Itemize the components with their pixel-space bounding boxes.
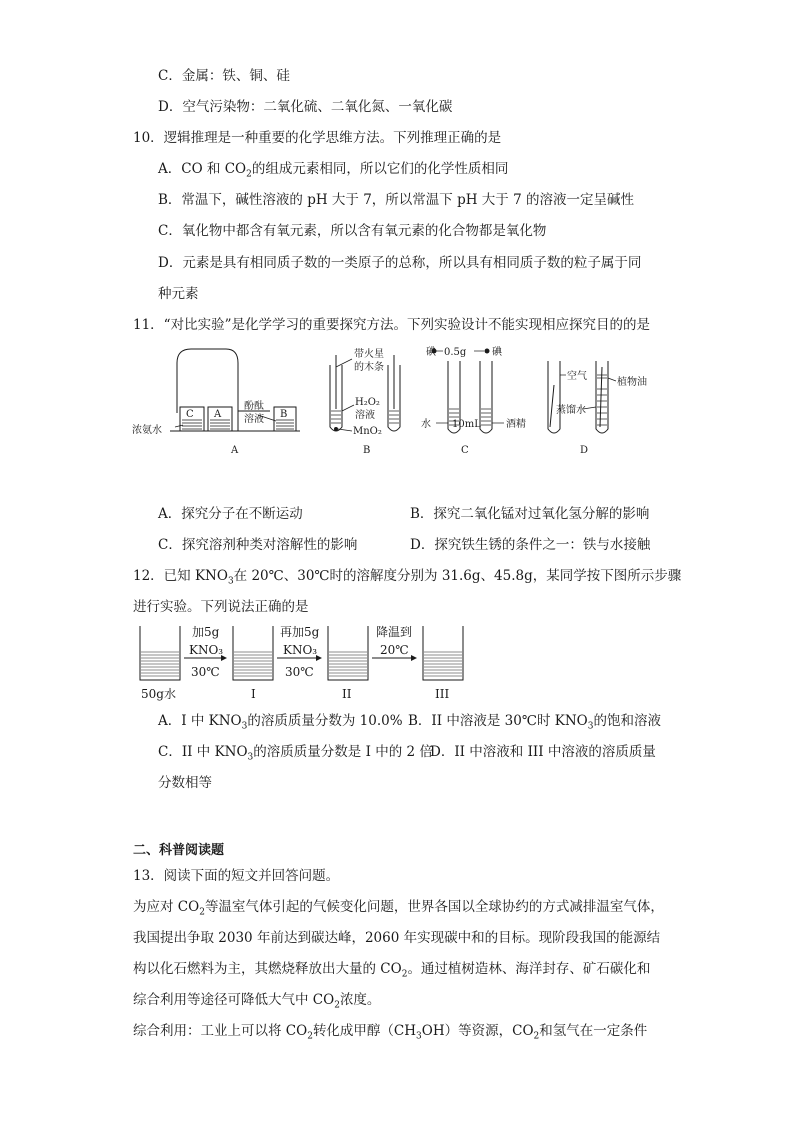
q13-stem: 13．阅读下面的短文并回答问题。 bbox=[133, 868, 340, 884]
q10-option-c: C．氧化物中都含有氧元素，所以含有氧元素的化合物都是氧化物 bbox=[158, 223, 547, 239]
fig-a-beaker-c: C bbox=[186, 409, 194, 420]
fig-c-volume-label: 10mL bbox=[452, 419, 481, 430]
fig-c-alcohol-label: 酒精 bbox=[506, 419, 526, 430]
fig-d-oil-label: 植物油 bbox=[617, 377, 647, 388]
q12-step2-line3: 30℃ bbox=[285, 665, 314, 679]
fig-a-label: A bbox=[231, 445, 239, 456]
fig-a-beaker-b: B bbox=[280, 409, 288, 420]
q9-option-c: C．金属：铁、铜、硅 bbox=[158, 68, 290, 84]
q12-step3-line1: 降温到 bbox=[376, 625, 413, 639]
fig-c-iodine-right: 碘 bbox=[492, 347, 502, 358]
fig-a-phenol-label-2: 溶液 bbox=[244, 414, 264, 425]
q11-option-a: A．探究分子在不断运动 bbox=[158, 506, 303, 522]
q10-option-d-line2: 种元素 bbox=[158, 286, 199, 302]
q12-step2-line2: KNO₃ bbox=[283, 643, 318, 657]
q13-paragraph1-line4: 综合利用等途径可降低大气中 $CO_2$浓度。 bbox=[133, 992, 381, 1011]
q12-option-a: A．I 中 $KNO_3$的溶质质量分数为 10.0% bbox=[158, 713, 403, 732]
q11-option-c: C．探究溶剂种类对溶解性的影响 bbox=[158, 537, 358, 553]
q11-stem: 11．“对比实验”是化学学习的重要探究方法。下列实验设计不能实现相应探究目的的是 bbox=[133, 317, 650, 333]
fig-d-distilled-label: 蒸馏水 bbox=[556, 405, 586, 416]
fig-b-label: B bbox=[363, 445, 371, 456]
fig-c-label: C bbox=[461, 445, 469, 456]
section-title: 二、科普阅读题 bbox=[133, 843, 225, 858]
q12-stem-line2: 进行实验。下列说法正确的是 bbox=[133, 599, 309, 615]
fig-b-splint-label-1: 带火星 bbox=[354, 349, 384, 360]
fig-c-iodine-left: 碘 bbox=[426, 347, 436, 358]
q11-option-b: B．探究二氧化锰对过氧化氢分解的影响 bbox=[410, 506, 650, 522]
fig-d-label: D bbox=[580, 445, 589, 456]
q12-option-c: C．II 中 $KNO_3$的溶质质量分数是 I 中的 2 倍 bbox=[158, 744, 433, 763]
q11-experiments-figure bbox=[130, 345, 670, 460]
fig-a-ammonia-label: 浓氨水 bbox=[132, 425, 162, 436]
fig-b-mno2-label: MnO₂ bbox=[353, 426, 382, 437]
q12-option-d-line2: 分数相等 bbox=[158, 775, 212, 791]
q12-step1-line2: KNO₃ bbox=[189, 643, 224, 657]
q12-water-label: 50g水 bbox=[141, 687, 176, 701]
fig-c-water-label: 水 bbox=[421, 419, 431, 430]
q12-beaker-label-3: III bbox=[435, 687, 450, 701]
fig-b-splint-label-2: 的木条 bbox=[354, 362, 384, 373]
q12-step1-line1: 加5g bbox=[192, 625, 220, 639]
q13-paragraph2-line1: 综合利用：工业上可以将 $CO_2$转化成甲醇$(CH_3OH)$等资源，$CO_2$和氢气在一定条件 bbox=[133, 1023, 648, 1042]
q12-procedure-diagram bbox=[130, 620, 490, 705]
q12-beaker-label-2: II bbox=[342, 687, 352, 701]
fig-b-h2o2-label: H₂O₂ bbox=[355, 397, 380, 408]
q10-option-a: A．CO 和 $CO_2$的组成元素相同，所以它们的化学性质相同 bbox=[158, 161, 509, 180]
q10-option-b: B．常温下，碱性溶液的 pH 大于 7，所以常温下 pH 大于 7 的溶液一定呈碱性 bbox=[158, 192, 634, 208]
fig-d-air-label: 空气 bbox=[567, 371, 587, 382]
q10-stem: 10．逻辑推理是一种重要的化学思维方法。下列推理正确的是 bbox=[133, 130, 502, 146]
q12-step3-line2: 20℃ bbox=[380, 643, 409, 657]
q13-paragraph1-line1: 为应对 $CO_2$等温室气体引起的气候变化问题，世界各国以全球协约的方式减排温室气体， bbox=[133, 899, 664, 918]
q12-beaker-label-1: I bbox=[251, 687, 256, 701]
q11-option-d: D．探究铁生锈的条件之一：铁与水接触 bbox=[410, 537, 651, 553]
q10-option-d-line1: D．元素是具有相同质子数的一类原子的总称，所以具有相同质子数的粒子属于同 bbox=[158, 255, 642, 271]
q12-option-b: B．II 中溶液是 30℃时 $KNO_3$的饱和溶液 bbox=[408, 713, 661, 732]
q13-paragraph1-line3: 构以化石燃料为主，其燃烧释放出大量的 $CO_2$。通过植树造林、海洋封存、矿石碳化和 bbox=[133, 961, 651, 980]
q12-step2-line1: 再加5g bbox=[280, 625, 320, 639]
fig-a-beaker-a: A bbox=[214, 409, 222, 420]
fig-b-solution-label: 溶液 bbox=[355, 410, 375, 421]
fig-a-phenol-label-1: 酚酞 bbox=[244, 401, 264, 412]
q12-stem: 12．已知 $KNO_3$在 20℃、30℃时的溶解度分别为 31.6g、45.8g，某同学按下图所示步骤 bbox=[133, 568, 682, 587]
q12-step1-line3: 30℃ bbox=[191, 665, 220, 679]
fig-c-mass-label: 0.5g bbox=[444, 347, 467, 358]
q9-option-d: D．空气污染物：二氧化硫、二氧化氮、一氧化碳 bbox=[158, 99, 453, 115]
q12-option-d-line1: D．II 中溶液和 III 中溶液的溶质质量 bbox=[430, 744, 656, 760]
q13-paragraph1-line2: 我国提出争取 2030 年前达到碳达峰，2060 年实现碳中和的目标。现阶段我国的能源结 bbox=[133, 930, 661, 946]
